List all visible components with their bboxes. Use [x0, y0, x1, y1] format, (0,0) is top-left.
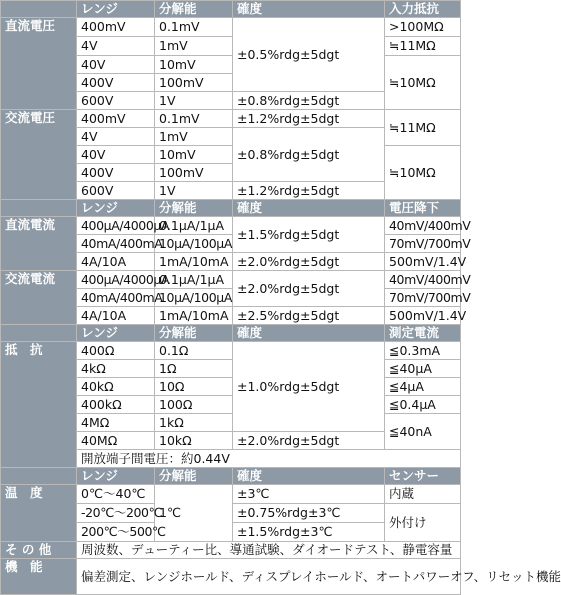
resolution-cell: 10kΩ	[155, 432, 233, 450]
accuracy-cell: ±0.8%rdg±5dgt	[233, 92, 385, 110]
table-row	[1, 110, 461, 128]
col-range: レンジ	[77, 468, 155, 485]
col-resolution: 分解能	[155, 325, 233, 342]
resolution-cell: 1Ω	[155, 360, 233, 378]
resolution-cell: 100Ω	[155, 396, 233, 414]
header-row	[1, 200, 461, 217]
range-cell: 4kΩ	[77, 360, 155, 378]
section-title: 温 度	[1, 485, 77, 542]
accuracy-cell: ±0.8%rdg±5dgt	[233, 128, 385, 182]
accuracy-cell: ±0.75%rdg±3℃	[233, 504, 385, 523]
col-accuracy: 確度	[233, 325, 385, 342]
range-cell: 400Ω	[77, 342, 155, 360]
table-row	[1, 485, 461, 504]
accuracy-cell: ±2.5%rdg±5dgt	[233, 307, 385, 325]
resolution-cell: 1V	[155, 92, 233, 110]
range-cell: 4A/10A	[77, 253, 155, 271]
impedance-cell: >100MΩ	[385, 18, 461, 37]
col-measure-current: 測定電流	[385, 325, 461, 342]
impedance-cell: ≒10MΩ	[385, 56, 461, 110]
section-title-dcv	[1, 1, 77, 18]
section-title: 直流電流	[1, 217, 77, 271]
range-cell: 400μA/4000μA	[77, 271, 155, 289]
col-accuracy: 確度	[233, 468, 385, 485]
section-title: 抵 抗	[1, 342, 77, 468]
resolution-cell: 10Ω	[155, 378, 233, 396]
col-accuracy: 確度	[233, 1, 385, 18]
impedance-cell: ≒10MΩ	[385, 146, 461, 200]
col-accuracy: 確度	[233, 200, 385, 217]
header-row	[1, 468, 461, 485]
section-title: 直流電圧	[1, 18, 77, 110]
range-cell: 4MΩ	[77, 414, 155, 432]
resolution-cell: 10mV	[155, 146, 233, 164]
accuracy-cell: ±1.2%rdg±5dgt	[233, 110, 385, 128]
resolution-cell: 1℃	[155, 485, 233, 542]
col-range: レンジ	[77, 1, 155, 18]
drop-cell: 500mV/1.4V	[385, 307, 461, 325]
range-cell: -20℃〜200℃	[77, 504, 155, 523]
range-cell: 400mV	[77, 18, 155, 37]
table-row	[1, 18, 461, 37]
open-voltage-note: 開放端子間電圧：約0.44V	[77, 450, 461, 468]
header-spacer	[1, 200, 77, 217]
section-title: 機 能	[1, 559, 77, 595]
drop-cell: 500mV/1.4V	[385, 253, 461, 271]
table-row	[1, 559, 461, 595]
col-input-resistance: 入力抵抗	[385, 1, 461, 18]
current-cell: ≦40μA	[385, 360, 461, 378]
current-cell: ≦0.4μA	[385, 396, 461, 414]
accuracy-cell: ±2.0%rdg±5dgt	[233, 253, 385, 271]
range-cell: 40V	[77, 56, 155, 74]
accuracy-cell: ±3℃	[233, 485, 385, 504]
table-row	[1, 542, 461, 559]
accuracy-cell: ±1.2%rdg±5dgt	[233, 182, 385, 200]
header-spacer	[1, 325, 77, 342]
col-resolution: 分解能	[155, 468, 233, 485]
range-cell: 600V	[77, 92, 155, 110]
drop-cell: 70mV/700mV	[385, 289, 461, 307]
sensor-cell: 内蔵	[385, 485, 461, 504]
range-cell: 600V	[77, 182, 155, 200]
resolution-cell: 0.1μA/1μA	[155, 217, 233, 235]
accuracy-cell: ±1.5%rdg±5dgt	[233, 217, 385, 253]
resolution-cell: 10μA/100μA	[155, 235, 233, 253]
impedance-cell: ≒11MΩ	[385, 37, 461, 56]
resolution-cell: 1kΩ	[155, 414, 233, 432]
col-resolution: 分解能	[155, 200, 233, 217]
function-features: 偏差測定、レンジホールド、ディスプレイホールド、オートパワーオフ、リセット機能	[77, 559, 461, 595]
accuracy-cell: ±2.0%rdg±5dgt	[233, 432, 385, 450]
section-title: 交流電圧	[1, 110, 77, 200]
header-row	[1, 325, 461, 342]
accuracy-cell: ±2.0%rdg±5dgt	[233, 271, 385, 307]
resolution-cell: 1V	[155, 182, 233, 200]
range-cell: 4V	[77, 37, 155, 56]
range-cell: 40V	[77, 146, 155, 164]
range-cell: 0℃〜40℃	[77, 485, 155, 504]
col-range: レンジ	[77, 200, 155, 217]
header-spacer	[1, 468, 77, 485]
col-sensor: センサー	[385, 468, 461, 485]
range-cell: 40MΩ	[77, 432, 155, 450]
range-cell: 4A/10A	[77, 307, 155, 325]
resolution-cell: 1mA/10mA	[155, 253, 233, 271]
col-voltage-drop: 電圧降下	[385, 200, 461, 217]
table-row	[1, 217, 461, 235]
resolution-cell: 10mV	[155, 56, 233, 74]
range-cell: 400V	[77, 164, 155, 182]
impedance-cell: ≒11MΩ	[385, 110, 461, 146]
range-cell: 400μA/4000μA	[77, 217, 155, 235]
range-cell: 400kΩ	[77, 396, 155, 414]
resolution-cell: 0.1Ω	[155, 342, 233, 360]
resolution-cell: 0.1mV	[155, 18, 233, 37]
col-resolution: 分解能	[155, 1, 233, 18]
drop-cell: 70mV/700mV	[385, 235, 461, 253]
resolution-cell: 0.1μA/1μA	[155, 271, 233, 289]
resolution-cell: 1mA/10mA	[155, 307, 233, 325]
range-cell: 40kΩ	[77, 378, 155, 396]
range-cell: 4V	[77, 128, 155, 146]
resolution-cell: 1mV	[155, 37, 233, 56]
table-row	[1, 271, 461, 289]
header-row	[1, 1, 461, 18]
range-cell: 40mA/400mA	[77, 289, 155, 307]
range-cell: 200℃〜500℃	[77, 523, 155, 542]
table-row	[1, 342, 461, 360]
section-title: そ の 他	[1, 542, 77, 559]
resolution-cell: 100mV	[155, 164, 233, 182]
accuracy-cell: ±1.5%rdg±3℃	[233, 523, 385, 542]
current-cell: ≦40nA	[385, 414, 461, 450]
drop-cell: 40mV/400mV	[385, 271, 461, 289]
resolution-cell: 10μA/100μA	[155, 289, 233, 307]
section-title: 交流電流	[1, 271, 77, 325]
resolution-cell: 1mV	[155, 128, 233, 146]
sensor-cell: 外付け	[385, 504, 461, 542]
resolution-cell: 100mV	[155, 74, 233, 92]
current-cell: ≦0.3mA	[385, 342, 461, 360]
drop-cell: 40mV/400mV	[385, 217, 461, 235]
col-range: レンジ	[77, 325, 155, 342]
current-cell: ≦4μA	[385, 378, 461, 396]
other-features: 周波数、デューティー比、導通試験、ダイオードテスト、静電容量	[77, 542, 461, 559]
range-cell: 40mA/400mA	[77, 235, 155, 253]
resolution-cell: 0.1mV	[155, 110, 233, 128]
range-cell: 400V	[77, 74, 155, 92]
accuracy-cell: ±1.0%rdg±5dgt	[233, 342, 385, 432]
accuracy-cell: ±0.5%rdg±5dgt	[233, 18, 385, 92]
range-cell: 400mV	[77, 110, 155, 128]
